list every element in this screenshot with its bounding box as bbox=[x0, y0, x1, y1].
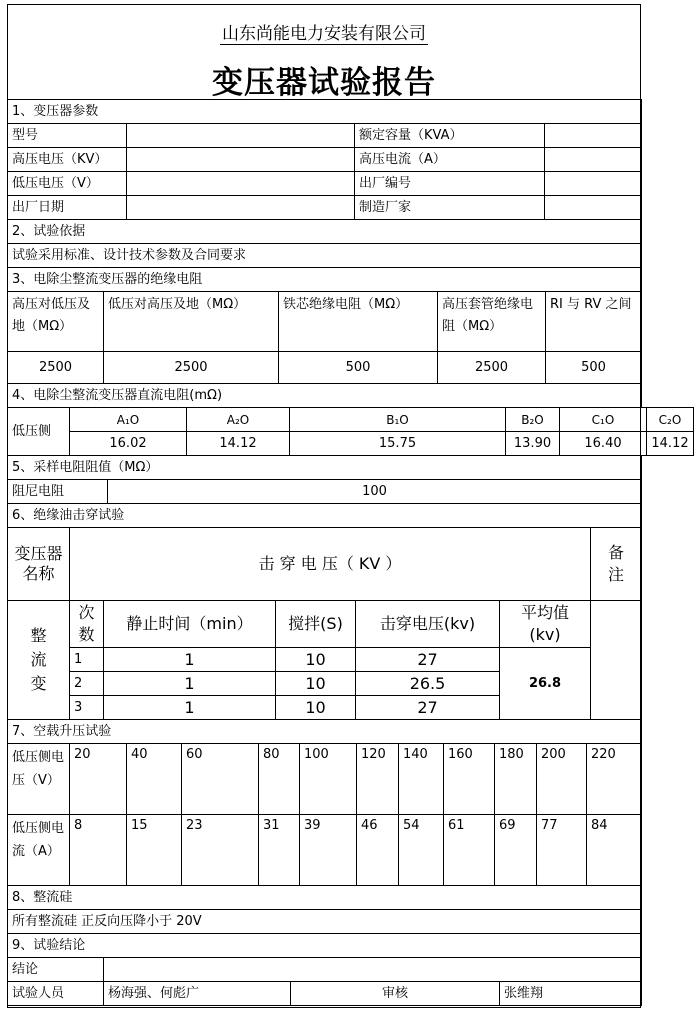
section-8-text: 所有整流硅 正反向压降小于 20V bbox=[8, 910, 642, 934]
insulation-value: 2500 bbox=[438, 352, 546, 384]
param-label: 出厂日期 bbox=[8, 196, 127, 220]
section-8-9-table bbox=[7, 885, 642, 1006]
voltage-value: 220 bbox=[587, 744, 642, 815]
oil-test-breakdown: 27 bbox=[356, 696, 500, 720]
voltage-value: 140 bbox=[399, 744, 444, 815]
company-name-text: 山东尚能电力安装有限公司 bbox=[222, 24, 426, 44]
section-2-text: 试验采用标准、设计技术参数及合同要求 bbox=[8, 244, 642, 268]
param-label: 型号 bbox=[8, 124, 127, 148]
voltage-value: 100 bbox=[300, 744, 357, 815]
section-6-heading: 6、绝缘油击穿试验 bbox=[8, 504, 642, 528]
oil-test-stir: 10 bbox=[276, 696, 356, 720]
param-value bbox=[127, 196, 355, 220]
oil-test-time: 1 bbox=[104, 672, 276, 696]
current-value: 54 bbox=[399, 815, 444, 886]
param-value bbox=[545, 124, 642, 148]
current-value: 39 bbox=[300, 815, 357, 886]
oil-test-stir: 10 bbox=[276, 672, 356, 696]
insulation-value: 500 bbox=[279, 352, 438, 384]
insulation-header: RI 与 RV 之间 bbox=[546, 292, 642, 352]
section-7-heading: 7、空载升压试验 bbox=[8, 720, 642, 744]
section-3-table bbox=[7, 291, 642, 384]
section-1-table bbox=[7, 99, 642, 292]
col-average-label: 平均值(kv) bbox=[500, 601, 591, 648]
company-name bbox=[8, 19, 640, 44]
current-value: 15 bbox=[127, 815, 182, 886]
insulation-header: 高压套管绝缘电阻（MΩ） bbox=[438, 292, 546, 352]
col-time-label: 静止时间（min） bbox=[104, 601, 276, 648]
param-label: 出厂编号 bbox=[355, 172, 545, 196]
oil-test-stir: 10 bbox=[276, 648, 356, 672]
col-index-label: 次数 bbox=[70, 601, 104, 648]
resistance-header: B₂O bbox=[506, 408, 560, 432]
param-label: 高压电流（A） bbox=[355, 148, 545, 172]
insulation-value: 2500 bbox=[104, 352, 279, 384]
section-9-heading: 9、试验结论 bbox=[8, 934, 642, 958]
oil-test-index: 1 bbox=[70, 648, 104, 672]
insulation-header: 低压对高压及地（MΩ） bbox=[104, 292, 279, 352]
current-value: 84 bbox=[587, 815, 642, 886]
current-value: 31 bbox=[259, 815, 300, 886]
current-value: 46 bbox=[357, 815, 399, 886]
oil-test-breakdown: 26.5 bbox=[356, 672, 500, 696]
section-3-heading: 3、电除尘整流变压器的绝缘电阻 bbox=[8, 268, 642, 292]
resistance-header: C₁O bbox=[560, 408, 647, 432]
oil-test-index: 2 bbox=[70, 672, 104, 696]
resistance-header: A₂O bbox=[187, 408, 290, 432]
voltage-value: 160 bbox=[444, 744, 495, 815]
param-value bbox=[127, 172, 355, 196]
insulation-header: 铁芯绝缘电阻（MΩ） bbox=[279, 292, 438, 352]
param-value bbox=[127, 124, 355, 148]
tester-label: 试验人员 bbox=[8, 982, 104, 1006]
col-breakdown-label: 击穿电压(kv) bbox=[356, 601, 500, 648]
resistance-side-label: 低压侧 bbox=[8, 408, 70, 456]
section-4-values-table bbox=[7, 407, 694, 456]
damping-resistor-value: 100 bbox=[108, 480, 642, 504]
param-label: 制造厂家 bbox=[355, 196, 545, 220]
voltage-value: 40 bbox=[127, 744, 182, 815]
resistance-value: 13.90 bbox=[506, 432, 560, 456]
remark-value bbox=[591, 601, 642, 720]
section-4-table bbox=[7, 383, 642, 408]
section-1-heading: 1、变压器参数 bbox=[8, 100, 642, 124]
current-value: 77 bbox=[537, 815, 587, 886]
col-stir-label: 搅拌(S) bbox=[276, 601, 356, 648]
voltage-value: 200 bbox=[537, 744, 587, 815]
remark-label: 备注 bbox=[591, 528, 642, 601]
resistance-value: 16.02 bbox=[70, 432, 187, 456]
voltage-value: 180 bbox=[495, 744, 537, 815]
current-row-label: 低压侧电流（A） bbox=[8, 815, 70, 886]
current-value: 69 bbox=[495, 815, 537, 886]
current-value: 23 bbox=[182, 815, 259, 886]
resistance-value: 16.40 bbox=[560, 432, 647, 456]
section-7-table bbox=[7, 719, 642, 886]
resistance-value: 14.12 bbox=[187, 432, 290, 456]
oil-test-index: 3 bbox=[70, 696, 104, 720]
section-5-table bbox=[7, 455, 642, 528]
oil-test-time: 1 bbox=[104, 648, 276, 672]
unit-label: 整流变 bbox=[8, 601, 70, 720]
voltage-value: 60 bbox=[182, 744, 259, 815]
conclusion-label: 结论 bbox=[8, 958, 104, 982]
transformer-name-label: 变压器名称 bbox=[8, 528, 70, 601]
param-value bbox=[545, 172, 642, 196]
report-title: 变压器试验报告 bbox=[212, 65, 436, 101]
damping-resistor-label: 阻尼电阻 bbox=[8, 480, 108, 504]
insulation-value: 2500 bbox=[8, 352, 104, 384]
section-4-heading: 4、电除尘整流变压器直流电阻(mΩ) bbox=[8, 384, 642, 408]
resistance-value: 15.75 bbox=[290, 432, 506, 456]
section-2-heading: 2、试验依据 bbox=[8, 220, 642, 244]
oil-test-breakdown: 27 bbox=[356, 648, 500, 672]
resistance-value: 14.12 bbox=[647, 432, 694, 456]
param-label: 额定容量（KVA） bbox=[355, 124, 545, 148]
oil-test-time: 1 bbox=[104, 696, 276, 720]
voltage-value: 80 bbox=[259, 744, 300, 815]
insulation-header: 高压对低压及地（MΩ） bbox=[8, 292, 104, 352]
resistance-header: B₁O bbox=[290, 408, 506, 432]
tester-names: 杨海强、何彪广 bbox=[104, 982, 291, 1006]
review-label: 审核 bbox=[291, 982, 500, 1006]
breakdown-voltage-label: 击 穿 电 压（ KV ） bbox=[70, 528, 591, 601]
section-8-heading: 8、整流硅 bbox=[8, 886, 642, 910]
resistance-header: C₂O bbox=[647, 408, 694, 432]
voltage-value: 20 bbox=[70, 744, 127, 815]
resistance-header: A₁O bbox=[70, 408, 187, 432]
param-value bbox=[545, 196, 642, 220]
current-value: 8 bbox=[70, 815, 127, 886]
insulation-value: 500 bbox=[546, 352, 642, 384]
param-label: 低压电压（V） bbox=[8, 172, 127, 196]
current-value: 61 bbox=[444, 815, 495, 886]
oil-test-average: 26.8 bbox=[500, 648, 591, 720]
section-5-heading: 5、采样电阻阻值（MΩ） bbox=[8, 456, 642, 480]
param-label: 高压电压（KV） bbox=[8, 148, 127, 172]
param-value bbox=[127, 148, 355, 172]
section-6-table bbox=[7, 527, 642, 720]
reviewer-name: 张维翔 bbox=[500, 982, 642, 1006]
voltage-row-label: 低压侧电压（V） bbox=[8, 744, 70, 815]
conclusion-value bbox=[104, 958, 642, 982]
voltage-value: 120 bbox=[357, 744, 399, 815]
param-value bbox=[545, 148, 642, 172]
